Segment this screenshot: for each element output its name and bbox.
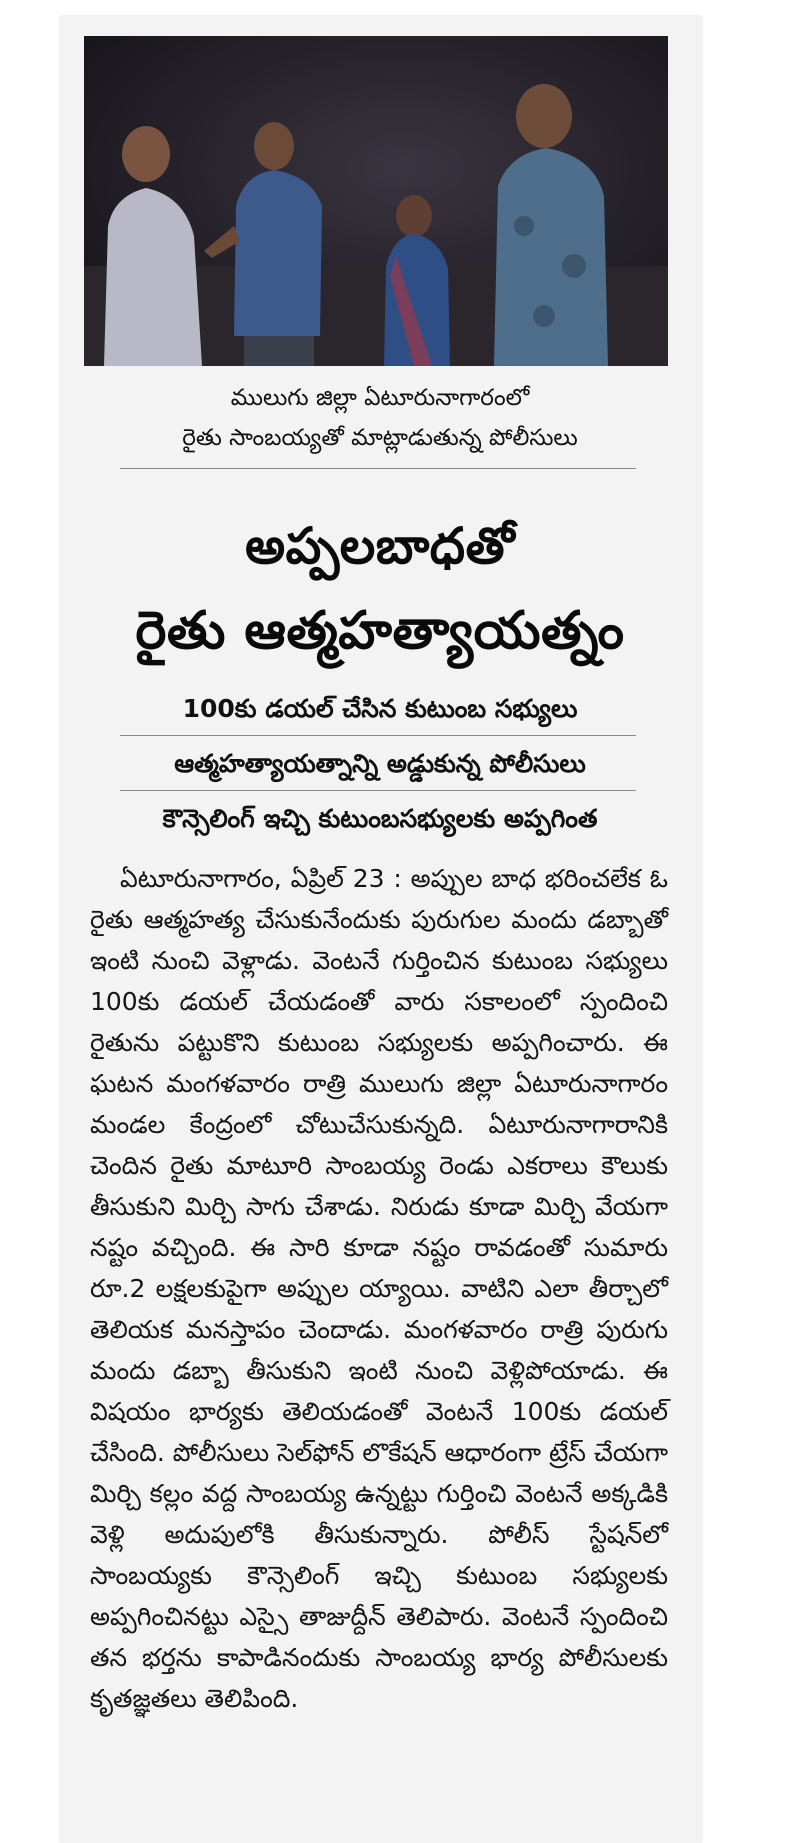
divider: [120, 468, 636, 469]
newspaper-clipping: [60, 16, 702, 1843]
subhead-1: 100కు డయల్ చేసిన కుటుంబ సభ్యులు: [182, 694, 578, 723]
article-paragraph: ఏటూరునాగారం, ఏప్రిల్ 23 : అప్పుల బాధ భరించలేక ఓ రైతు ఆత్మహత్య చేసుకునేందుకు పురుగుల మందు డబ్బాతో ఇంటి నుంచి వెళ్లాడు. వెంటనే గుర్తించిన కుటుంబ సభ్యులు 100కు డయల్ చేయడంతో వారు సకాలంలో స్పందించి రైతును పట్టుకొని కుటుంబ సభ్యులకు అప్పగించారు. ఈ ఘటన మంగళవారం రాత్రి ములుగు జిల్లా ఏటూరునాగారం మండల కేంద్రంలో చోటుచేసుకున్నది. ఏటూరునాగారానికి చెందిన రైతు మాటూరి సాంబయ్య రెండు ఎకరాలు కౌలుకు తీసుకుని మిర్చి సాగు చేశాడు. నిరుడు కూడా మిర్చి వేయగా నష్టం వచ్చింది. ఈ సారి కూడా నష్టం రావడంతో సుమారు రూ.2 లక్షలకుపైగా అప్పుల య్యాయి. వాటిని ఎలా తీర్చాలో తెలియక మనస్తాపం చెందాడు. మంగళవారం రాత్రి పురుగు మందు డబ్బా తీసుకుని ఇంటి నుంచి వెళ్లిపోయాడు. ఈ విషయం భార్యకు తెలియడంతో వెంటనే 100కు డయల్ చేసింది. పోలీసులు సెల్‌ఫోన్ లొకేషన్ ఆధారంగా ట్రేస్ చేయగా మిర్చి కల్లం వద్ద సాంబయ్య ఉన్నట్టు గుర్తించి వెంటనే అక్కడికి వెళ్లి అదుపులోకి తీసుకున్నారు. పోలీస్ స్టేషన్‌లో సాంబయ్యకు కౌన్సెలింగ్ ఇచ్చి కుటుంబ సభ్యులకు అప్పగించినట్టు ఎస్సై తాజుద్దీన్ తెలిపారు. వెంటనే స్పందించి తన భర్తను కాపాడినందుకు సాంబయ్య భార్య పోలీసులకు కృతజ్ఞతలు తెలిపింది.: [90, 864, 669, 1713]
caption-line-2: రైతు సాంబయ్యతో మాట్లాడుతున్న పోలీసులు: [182, 425, 578, 451]
news-photo: [84, 36, 668, 366]
article-body: [90, 858, 668, 1719]
subhead-2: ఆత్మహత్యాయత్నాన్ని అడ్డుకున్న పోలీసులు: [174, 749, 586, 778]
caption-line-1: ములుగు జిల్లా ఏటూరునాగారంలో: [230, 385, 530, 411]
photo-caption: [80, 378, 680, 458]
subhead-divider: [120, 735, 636, 736]
subhead-divider: [120, 790, 636, 791]
headline-line-1: అప్పలబాధతో: [245, 517, 515, 575]
headline-line-2: రైతు ఆత్మహత్యాయత్నం: [135, 601, 625, 661]
subhead-3: కౌన్సెలింగ్ ఇచ్చి కుటుంబసభ్యులకు అప్పగింత: [162, 804, 598, 833]
